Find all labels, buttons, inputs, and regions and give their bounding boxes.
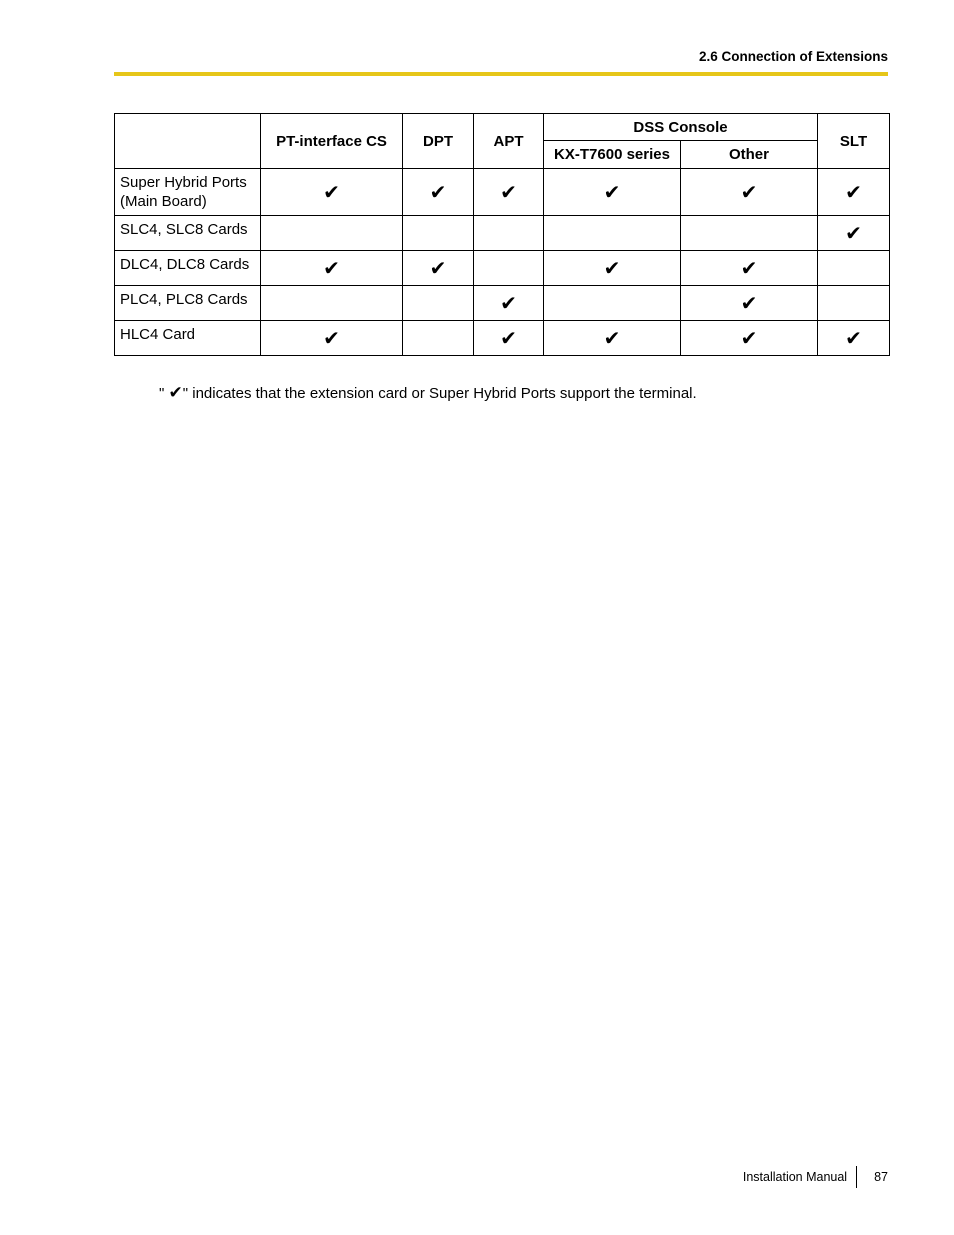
section-title: 2.6 Connection of Extensions: [698, 49, 888, 64]
page-footer: [743, 1166, 888, 1188]
header-pt-interface-cs: PT-interface CS: [261, 114, 403, 169]
check-icon: ✔: [681, 169, 818, 216]
check-icon: ✔: [544, 169, 681, 216]
header-apt: APT: [474, 114, 544, 169]
check-icon: ✔: [544, 251, 681, 286]
row-label: PLC4, PLC8 Cards: [115, 286, 261, 321]
check-cell: [474, 216, 544, 251]
check-cell: [681, 216, 818, 251]
note-text: " indicates that the extension card or Super Hybrid Ports support the terminal.: [182, 385, 697, 402]
table-note: [159, 383, 697, 403]
check-icon: ✔: [403, 251, 474, 286]
manual-name: Installation Manual: [742, 1170, 848, 1184]
table-row: [115, 321, 890, 356]
check-cell: [474, 251, 544, 286]
check-icon: ✔: [818, 169, 890, 216]
table-row: [115, 169, 890, 216]
check-icon: ✔: [474, 321, 544, 356]
header-dss-console: DSS Console: [544, 114, 818, 141]
check-icon: ✔: [544, 321, 681, 356]
check-icon: ✔: [681, 321, 818, 356]
note-quote-open: ": [159, 385, 165, 402]
check-cell: [261, 286, 403, 321]
header-empty-cell: [115, 114, 261, 169]
header-slt: SLT: [818, 114, 890, 169]
header-other: Other: [681, 141, 818, 169]
header-rule: [114, 72, 888, 76]
table-row: [115, 286, 890, 321]
check-icon: ✔: [818, 216, 890, 251]
row-label: DLC4, DLC8 Cards: [115, 251, 261, 286]
row-label: HLC4 Card: [115, 321, 261, 356]
check-icon: ✔: [261, 251, 403, 286]
compatibility-table: [114, 113, 890, 356]
check-cell: [544, 286, 681, 321]
check-cell: [403, 286, 474, 321]
check-icon: ✔: [261, 169, 403, 216]
header-kx-t7600-series: KX-T7600 series: [544, 141, 681, 169]
check-icon: ✔: [681, 251, 818, 286]
check-icon: ✔: [403, 169, 474, 216]
check-icon: ✔: [474, 286, 544, 321]
check-cell: [818, 251, 890, 286]
check-icon: ✔: [818, 321, 890, 356]
table-row: [115, 251, 890, 286]
table-row: [115, 216, 890, 251]
check-cell: [261, 216, 403, 251]
check-icon: ✔: [168, 383, 183, 403]
check-icon: ✔: [474, 169, 544, 216]
footer-divider: [856, 1166, 857, 1188]
check-icon: ✔: [261, 321, 403, 356]
check-cell: [818, 286, 890, 321]
row-label: SLC4, SLC8 Cards: [115, 216, 261, 251]
check-cell: [403, 321, 474, 356]
row-label: Super Hybrid Ports (Main Board): [115, 169, 261, 216]
check-icon: ✔: [681, 286, 818, 321]
header-dpt: DPT: [403, 114, 474, 169]
check-cell: [544, 216, 681, 251]
page-number: 87: [874, 1170, 888, 1184]
check-cell: [403, 216, 474, 251]
